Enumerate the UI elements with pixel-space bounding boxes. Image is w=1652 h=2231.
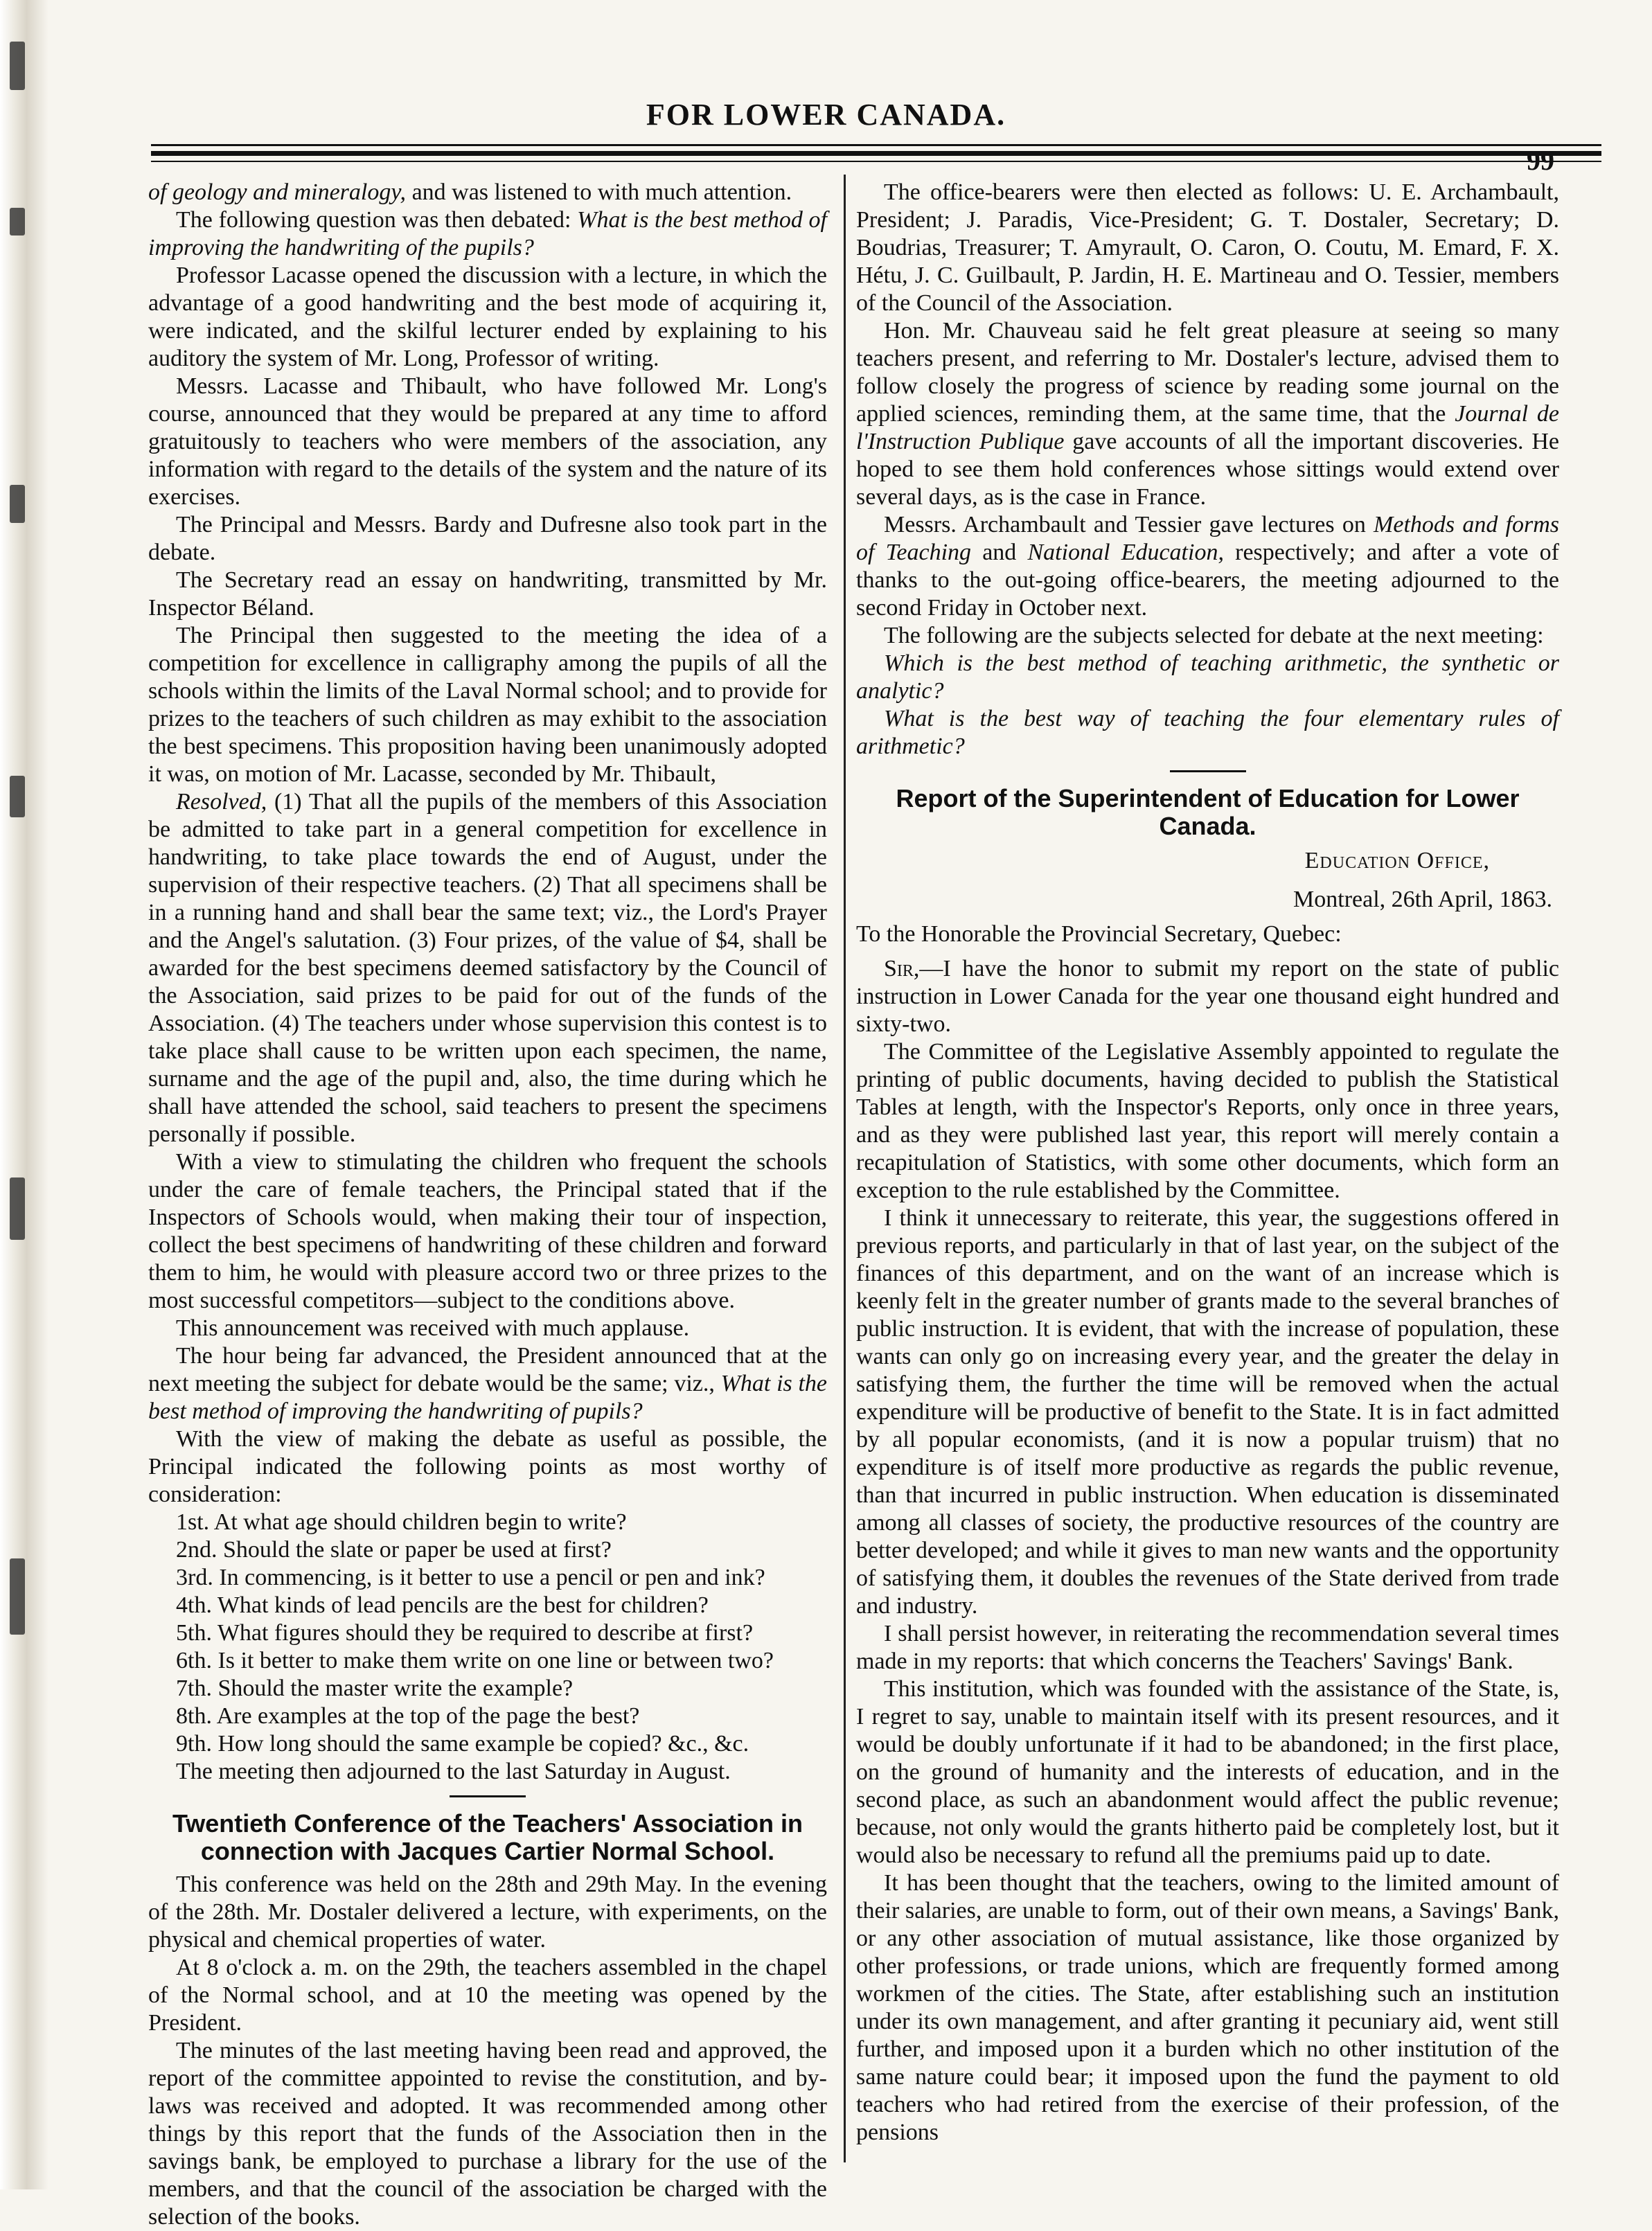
persist-paragraph: I shall persist however, in reiterating the recommendation several times made in my reports: that which concerns the Teachers' Savings' Bank. — [856, 1621, 1559, 1674]
view-paragraph: With the view of making the debate as useful as possible, the Principal indicated the following points as most worthy of consideration: — [148, 1426, 827, 1507]
running-head: FOR LOWER CANADA. — [646, 98, 1006, 132]
left-column — [148, 179, 828, 2230]
section-separator — [1170, 770, 1246, 772]
header-rule-thick — [151, 151, 1601, 156]
point-item: 1st. At what age should children begin to write? — [176, 1509, 627, 1535]
point-item: 2nd. Should the slate or paper be used at first? — [176, 1537, 612, 1563]
female-teachers-paragraph: With a view to stimulating the children who frequent the schools under the care of female teachers, the Principal stated that if the Inspectors of Schools would, when making their tour of inspection, collect the best specimens of handwriting of these children and forward them to him, he would with pleasure accord two or three prizes to the most successful competitors—subject to the conditions above. — [148, 1149, 827, 1313]
messrs-paragraph: Messrs. Lacasse and Thibault, who have followed Mr. Long's course, announced that they would be prepared at any time to afford gratuitously to teachers who were members of the association, any information with regard to the details of the system and the nature of its exercises. — [148, 373, 827, 510]
conference-paragraph: This conference was held on the 28th and 29th May. In the evening of the 28th. Mr. Dostaler delivered a lecture, with experiments, on the physical and chemical properties of water. — [148, 1872, 827, 1953]
debate-question-1: Which is the best method of teaching arithmetic, the synthetic or analytic? — [856, 650, 1559, 704]
resolved-paragraph: Resolved, (1) That all the pupils of the members of this Association be admitted to take part in a general competition for excellence in handwriting, to take place towards the end of August, under the supervision of their respective teachers. (2) That all specimens shall be in a running hand and shall bear the same text; viz., the Lord's Prayer and the Angel's salutation. (3) Four prizes, of the value of $4, shall be awarded for the best specimens deemed satisfactory by the Council of the Association, said prizes to be paid for out of the funds of the Association. (4) The teachers under whose supervision this contest is to take place shall cause to be written upon each specimen, the name, surname and the age of the pupil and, also, the time during which he shall have attended the school, said teachers to present the specimens personally if possible. — [148, 789, 827, 1147]
right-column — [856, 179, 1559, 2174]
point-item: 6th. Is it better to make them write on one line or between two? — [176, 1648, 774, 1673]
point-item: 3rd. In commencing, is it better to use a pencil or pen and ink? — [176, 1565, 765, 1590]
institution-paragraph: This institution, which was founded with the assistance of the State, is, I regret to say, unable to maintain itself with its present resources, and it would be doubly unfortunate if it had to be abandoned; in the first place, on the ground of humanity and the interests of education, and in the second place, as such an abandonment would affect the public revenue; because, not only would the grants hitherto paid be completely lost, but it would also be necessary to refund all the premiums paid up to date. — [856, 1676, 1559, 1868]
minutes-paragraph: The minutes of the last meeting having been read and approved, the report of the committee appointed to revise the constitution, and by-laws was received and adopted. It was recommended among other things by this report that the funds of the Association then in the savings bank, be employed to purchase a library for the use of the members, and that the council of the association be charged with the selection of the books. — [148, 2038, 827, 2230]
debate-question-2: What is the best way of teaching the four elementary rules of arithmetic? — [856, 706, 1559, 759]
hour-paragraph: The hour being far advanced, the President announced that at the next meeting the subject for debate would be the same; viz., What is the best method of improving the handwriting of pupils? — [148, 1343, 828, 1424]
office-bearers-paragraph: The office-bearers were then elected as follows: U. E. Archambault, President; J. Paradis, Vice-President; G. T. Dostaler, Secretary; D. Boudrias, Treasurer; T. Amyrault, O. Caron, O. Coutu, M. Emard, F. X. Hétu, J. C. Guilbault, P. Jardin, H. E. Martineau and O. Tessier, members of the Council of the Association. — [856, 179, 1559, 316]
section-heading-twentieth-conference: Twentieth Conference of the Teachers' Association in connection with Jacques Cartier Normal School. — [172, 1809, 803, 1865]
point-item: 7th. Should the master write the example? — [176, 1676, 574, 1701]
dateline-date: Montreal, 26th April, 1863. — [1293, 887, 1552, 912]
header-rule-thin — [151, 144, 1601, 146]
thought-paragraph: It has been thought that the teachers, owing to the limited amount of their salaries, are unable to form, out of their own means, a Savings' Bank, or any other association of mutual assistance, like those organized by other professions, or trade unions, which are frequently formed among workmen of the cities. The State, after establishing such an institution under its own management, and after granting it pecuniary aid, went still further, and imposed upon it a burden which no other institution of the same nature could bear; it imposed upon the fund the payment to old teachers who had retired from the exercise of their profession, of the pensions — [856, 1870, 1559, 2145]
header-rule-underline — [151, 161, 1601, 162]
point-item: 9th. How long should the same example be copied? &c., &c. — [176, 1731, 749, 1757]
principal-paragraph: The Principal and Messrs. Bardy and Dufresne also took part in the debate. — [148, 512, 827, 565]
question-paragraph: The following question was then debated: What is the best method of improving the handwriting of the pupils? — [148, 207, 827, 260]
think-paragraph: I think it unnecessary to reiterate, this year, the suggestions offered in previous reports, and particularly in that of last year, on the subject of the finances of this department, and on the want of an increase which is keenly felt in the greater number of grants made to the several branches of public instruction. It is evident, that with the increase of population, these wants can only go on increasing every year, and the greater the delay in satisfying them, the further the time will be removed when the actual expenditure will be productive of benefit to the State. It is in fact admitted by all popular economists, (and it is now a popular truism) that no expenditure is of itself more productive as regards the public revenue, than that incurred in public instruction. When education is disseminated among all classes of society, the productive resources of the country are better developed; and while it gives to man new wants and the opportunity of satisfying them, it doubles the revenues of the State derived from trade and industry. — [856, 1205, 1559, 1619]
committee-paragraph: The Committee of the Legislative Assembly appointed to regulate the printing of public documents, having decided to publish the Statistical Tables at length, with the Inspector's Reports, only once in three years, and as they were published last year, this report will merely contain a recapitulation of Statistics, with some other documents, which form an exception to the rule established by the Committee. — [856, 1039, 1559, 1203]
applause-paragraph: This announcement was received with much applause. — [176, 1315, 690, 1341]
dateline-office: Education Office, — [1304, 848, 1490, 873]
point-item: 5th. What figures should they be required to describe at first? — [176, 1620, 754, 1646]
section-separator — [450, 1795, 526, 1797]
adjourned-paragraph: The meeting then adjourned to the last Saturday in August. — [176, 1759, 731, 1784]
point-item: 8th. Are examples at the top of the page the best? — [176, 1703, 640, 1729]
lectures-paragraph: Messrs. Archambault and Tessier gave lectures on Methods and forms of Teaching and National Education, respectively; and after a vote of thanks to the out-going office-bearers, the meeting adjourned to the second Friday in October next. — [856, 512, 1560, 621]
salutation-paragraph: Sir,—I have the honor to submit my report on the state of public instruction in Lower Canada for the year one thousand eight hundred and sixty-two. — [856, 956, 1559, 1037]
secretary-paragraph: The Secretary read an essay on handwriting, transmitted by Mr. Inspector Béland. — [148, 567, 827, 621]
continuation-paragraph: of geology and mineralogy, and was listened to with much attention. — [148, 179, 792, 205]
page-binding-edge — [0, 0, 48, 2189]
eight-oclock-paragraph: At 8 o'clock a. m. on the 29th, the teachers assembled in the chapel of the Normal school, and at 10 the meeting was opened by the President. — [148, 1955, 827, 2036]
competition-paragraph: The Principal then suggested to the meeting the idea of a competition for excellence in calligraphy among the pupils of all the schools within the limits of the Laval Normal school; and to provide for prizes to the teachers of such children as may exhibit to the association the best specimens. This proposition having been unanimously adopted it was, on motion of Mr. Lacasse, seconded by Mr. Thibault, — [148, 623, 827, 787]
column-divider — [844, 175, 846, 2162]
subjects-paragraph: The following are the subjects selected for debate at the next meeting: — [884, 623, 1544, 648]
point-item: 4th. What kinds of lead pencils are the best for children? — [176, 1592, 709, 1618]
page-number: 99 — [1527, 145, 1554, 176]
chauveau-paragraph: Hon. Mr. Chauveau said he felt great pleasure at seeing so many teachers present, and referring to Mr. Dostaler's lecture, advised them to follow closely the progress of science by reading some journal on the applied sciences, reminding them, at the same time, that the Journal de l'Instruction Publique gave accounts of all the important discoveries. He hoped to see them hold conferences whose sittings would extend over several days, as is the case in France. — [856, 318, 1560, 510]
lacasse-paragraph: Professor Lacasse opened the discussion with a lecture, in which the advantage of a good handwriting and the best mode of acquiring it, were indicated, and the skilful lecturer ended by explaining to his auditory the system of Mr. Long, Professor of writing. — [148, 263, 827, 371]
addressee: To the Honorable the Provincial Secretary, Quebec: — [856, 921, 1342, 947]
section-heading-report: Report of the Superintendent of Education for Lower Canada. — [896, 784, 1520, 840]
